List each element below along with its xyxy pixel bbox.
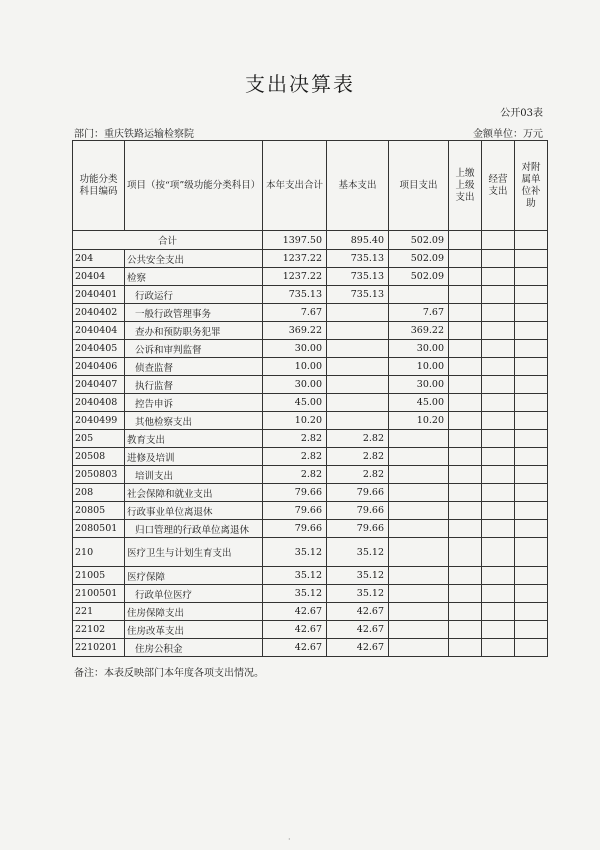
- cell-basic: 735.13: [327, 286, 389, 304]
- cell-project: [389, 484, 449, 502]
- cell-business: [482, 585, 515, 603]
- cell-remit: [449, 520, 482, 538]
- cell-basic: 35.12: [327, 585, 389, 603]
- cell-name: 行政单位医疗: [125, 585, 263, 603]
- cell-subsidy: [515, 621, 548, 639]
- cell-project: 30.00: [389, 376, 449, 394]
- total-amount: 1397.50: [263, 231, 327, 250]
- cell-basic: 42.67: [327, 639, 389, 657]
- cell-total: 42.67: [263, 621, 327, 639]
- cell-name: 医疗卫生与计划生育支出: [125, 538, 263, 567]
- header-business: 经营支出: [482, 141, 515, 231]
- table-row: [73, 585, 548, 603]
- cell-business: [482, 286, 515, 304]
- table-row: [73, 304, 548, 322]
- cell-remit: [449, 603, 482, 621]
- cell-project: [389, 621, 449, 639]
- header-name: 项目（按“项”级功能分类科目）: [125, 141, 263, 231]
- cell-total: 10.00: [263, 358, 327, 376]
- cell-remit: [449, 322, 482, 340]
- cell-subsidy: [515, 250, 548, 268]
- cell-project: 10.00: [389, 358, 449, 376]
- cell-remit: [449, 538, 482, 567]
- cell-basic: 35.12: [327, 567, 389, 585]
- total-project: 502.09: [389, 231, 449, 250]
- cell-basic: [327, 322, 389, 340]
- total-subsidy: [515, 231, 548, 250]
- cell-name: 其他检察支出: [125, 412, 263, 430]
- table-row: [73, 466, 548, 484]
- cell-code: 20805: [73, 502, 125, 520]
- cell-subsidy: [515, 394, 548, 412]
- cell-basic: [327, 412, 389, 430]
- cell-basic: [327, 358, 389, 376]
- header-remit: 上缴上级支出: [449, 141, 482, 231]
- cell-remit: [449, 484, 482, 502]
- cell-remit: [449, 394, 482, 412]
- cell-project: [389, 567, 449, 585]
- cell-code: 208: [73, 484, 125, 502]
- cell-business: [482, 621, 515, 639]
- cell-name: 行政运行: [125, 286, 263, 304]
- cell-subsidy: [515, 520, 548, 538]
- cell-remit: [449, 585, 482, 603]
- cell-subsidy: [515, 322, 548, 340]
- cell-code: 2040406: [73, 358, 125, 376]
- cell-subsidy: [515, 376, 548, 394]
- cell-business: [482, 466, 515, 484]
- cell-name: 公共安全支出: [125, 250, 263, 268]
- form-code: 公开03表: [500, 108, 543, 119]
- table-row: [73, 639, 548, 657]
- cell-remit: [449, 621, 482, 639]
- cell-business: [482, 250, 515, 268]
- table-row: [73, 430, 548, 448]
- cell-name: 公诉和审判监督: [125, 340, 263, 358]
- cell-basic: 35.12: [327, 538, 389, 567]
- cell-basic: 2.82: [327, 448, 389, 466]
- cell-business: [482, 322, 515, 340]
- cell-total: 2.82: [263, 448, 327, 466]
- cell-name: 执行监督: [125, 376, 263, 394]
- table-row: [73, 322, 548, 340]
- cell-project: [389, 603, 449, 621]
- cell-basic: 2.82: [327, 430, 389, 448]
- table-header-row: [73, 141, 548, 231]
- cell-basic: 42.67: [327, 621, 389, 639]
- cell-project: 7.67: [389, 304, 449, 322]
- cell-name: 社会保障和就业支出: [125, 484, 263, 502]
- cell-business: [482, 448, 515, 466]
- cell-name: 检察: [125, 268, 263, 286]
- cell-basic: 2.82: [327, 466, 389, 484]
- cell-total: 30.00: [263, 376, 327, 394]
- cell-project: 10.20: [389, 412, 449, 430]
- table-note: 备注：本表反映部门本年度各项支出情况。: [74, 668, 264, 679]
- cell-remit: [449, 448, 482, 466]
- cell-business: [482, 340, 515, 358]
- cell-total: 10.20: [263, 412, 327, 430]
- cell-name: 教育支出: [125, 430, 263, 448]
- cell-subsidy: [515, 603, 548, 621]
- cell-business: [482, 394, 515, 412]
- cell-total: 42.67: [263, 639, 327, 657]
- cell-subsidy: [515, 484, 548, 502]
- table-row: [73, 448, 548, 466]
- cell-name: 行政事业单位离退休: [125, 502, 263, 520]
- cell-project: 45.00: [389, 394, 449, 412]
- table-row: [73, 376, 548, 394]
- cell-subsidy: [515, 466, 548, 484]
- cell-total: 2.82: [263, 430, 327, 448]
- cell-basic: [327, 394, 389, 412]
- cell-name: 培训支出: [125, 466, 263, 484]
- cell-code: 205: [73, 430, 125, 448]
- cell-code: 2210201: [73, 639, 125, 657]
- cell-code: 2080501: [73, 520, 125, 538]
- cell-remit: [449, 250, 482, 268]
- cell-code: 22102: [73, 621, 125, 639]
- cell-project: [389, 448, 449, 466]
- cell-business: [482, 358, 515, 376]
- table-row: [73, 567, 548, 585]
- total-basic: 895.40: [327, 231, 389, 250]
- cell-basic: 735.13: [327, 268, 389, 286]
- cell-project: [389, 585, 449, 603]
- cell-code: 2040408: [73, 394, 125, 412]
- cell-code: 2050803: [73, 466, 125, 484]
- cell-name: 住房保障支出: [125, 603, 263, 621]
- cell-total: 369.22: [263, 322, 327, 340]
- cell-name: 医疗保障: [125, 567, 263, 585]
- cell-remit: [449, 430, 482, 448]
- cell-total: 79.66: [263, 484, 327, 502]
- table-row: [73, 520, 548, 538]
- total-remit: [449, 231, 482, 250]
- cell-code: 2040405: [73, 340, 125, 358]
- cell-project: 30.00: [389, 340, 449, 358]
- cell-name: 住房公积金: [125, 639, 263, 657]
- cell-basic: 735.13: [327, 250, 389, 268]
- cell-subsidy: [515, 304, 548, 322]
- cell-code: 2040499: [73, 412, 125, 430]
- cell-total: 30.00: [263, 340, 327, 358]
- cell-subsidy: [515, 268, 548, 286]
- cell-total: 42.67: [263, 603, 327, 621]
- cell-subsidy: [515, 430, 548, 448]
- cell-code: 210: [73, 538, 125, 567]
- cell-total: 35.12: [263, 585, 327, 603]
- cell-subsidy: [515, 639, 548, 657]
- table-row: [73, 502, 548, 520]
- cell-project: [389, 466, 449, 484]
- cell-total: 1237.22: [263, 268, 327, 286]
- cell-project: [389, 286, 449, 304]
- cell-total: 35.12: [263, 567, 327, 585]
- cell-code: 221: [73, 603, 125, 621]
- table-row: [73, 603, 548, 621]
- expenditure-table: [72, 140, 548, 657]
- header-subsidy: 对附属单位补助: [515, 141, 548, 231]
- cell-basic: [327, 304, 389, 322]
- total-label: 合计: [73, 231, 263, 250]
- cell-subsidy: [515, 567, 548, 585]
- cell-business: [482, 268, 515, 286]
- cell-business: [482, 538, 515, 567]
- cell-code: 2040407: [73, 376, 125, 394]
- header-code: 功能分类科目编码: [73, 141, 125, 231]
- table-row: [73, 358, 548, 376]
- cell-business: [482, 567, 515, 585]
- cell-code: 2100501: [73, 585, 125, 603]
- cell-name: 控告申诉: [125, 394, 263, 412]
- header-total: 本年支出合计: [263, 141, 327, 231]
- cell-remit: [449, 567, 482, 585]
- cell-business: [482, 430, 515, 448]
- cell-subsidy: [515, 286, 548, 304]
- header-basic: 基本支出: [327, 141, 389, 231]
- cell-name: 一般行政管理事务: [125, 304, 263, 322]
- cell-project: [389, 430, 449, 448]
- cell-code: 204: [73, 250, 125, 268]
- cell-code: 2040401: [73, 286, 125, 304]
- table-row: [73, 621, 548, 639]
- cell-total: 2.82: [263, 466, 327, 484]
- cell-code: 20508: [73, 448, 125, 466]
- cell-remit: [449, 268, 482, 286]
- cell-business: [482, 603, 515, 621]
- cell-remit: [449, 502, 482, 520]
- cell-total: 35.12: [263, 538, 327, 567]
- cell-subsidy: [515, 448, 548, 466]
- cell-subsidy: [515, 358, 548, 376]
- cell-project: 369.22: [389, 322, 449, 340]
- cell-project: 502.09: [389, 250, 449, 268]
- cell-basic: [327, 340, 389, 358]
- cell-basic: 42.67: [327, 603, 389, 621]
- total-row: [73, 231, 548, 250]
- cell-total: 45.00: [263, 394, 327, 412]
- table-row: [73, 286, 548, 304]
- table-row: [73, 394, 548, 412]
- cell-business: [482, 520, 515, 538]
- table-row: [73, 250, 548, 268]
- cell-basic: 79.66: [327, 484, 389, 502]
- cell-total: 79.66: [263, 502, 327, 520]
- cell-business: [482, 484, 515, 502]
- cell-business: [482, 304, 515, 322]
- cell-project: [389, 639, 449, 657]
- cell-project: [389, 520, 449, 538]
- cell-subsidy: [515, 585, 548, 603]
- header-project: 项目支出: [389, 141, 449, 231]
- total-business: [482, 231, 515, 250]
- cell-project: 502.09: [389, 268, 449, 286]
- table-row: [73, 268, 548, 286]
- cell-name: 住房改革支出: [125, 621, 263, 639]
- cell-code: 2040404: [73, 322, 125, 340]
- cell-total: 1237.22: [263, 250, 327, 268]
- cell-project: [389, 502, 449, 520]
- cell-name: 侦查监督: [125, 358, 263, 376]
- cell-code: 20404: [73, 268, 125, 286]
- cell-subsidy: [515, 340, 548, 358]
- cell-remit: [449, 286, 482, 304]
- cell-total: 7.67: [263, 304, 327, 322]
- table-row: [73, 340, 548, 358]
- cell-remit: [449, 639, 482, 657]
- cell-code: 21005: [73, 567, 125, 585]
- table-row: [73, 538, 548, 567]
- cell-basic: [327, 376, 389, 394]
- cell-remit: [449, 340, 482, 358]
- cell-remit: [449, 358, 482, 376]
- cell-name: 归口管理的行政单位离退休: [125, 520, 263, 538]
- cell-subsidy: [515, 538, 548, 567]
- document-title: 支出决算表: [245, 72, 355, 96]
- footer-mark: ·: [288, 835, 291, 844]
- cell-basic: 79.66: [327, 520, 389, 538]
- cell-remit: [449, 412, 482, 430]
- cell-remit: [449, 304, 482, 322]
- cell-total: 735.13: [263, 286, 327, 304]
- cell-business: [482, 502, 515, 520]
- unit-label: 金额单位：万元: [473, 129, 543, 140]
- table-row: [73, 412, 548, 430]
- cell-total: 79.66: [263, 520, 327, 538]
- cell-business: [482, 376, 515, 394]
- cell-name: 进修及培训: [125, 448, 263, 466]
- cell-business: [482, 412, 515, 430]
- cell-business: [482, 639, 515, 657]
- cell-name: 查办和预防职务犯罪: [125, 322, 263, 340]
- department-label: 部门：重庆铁路运输检察院: [74, 129, 194, 140]
- cell-remit: [449, 466, 482, 484]
- cell-remit: [449, 376, 482, 394]
- cell-subsidy: [515, 502, 548, 520]
- cell-subsidy: [515, 412, 548, 430]
- cell-project: [389, 538, 449, 567]
- cell-code: 2040402: [73, 304, 125, 322]
- table-row: [73, 484, 548, 502]
- cell-basic: 79.66: [327, 502, 389, 520]
